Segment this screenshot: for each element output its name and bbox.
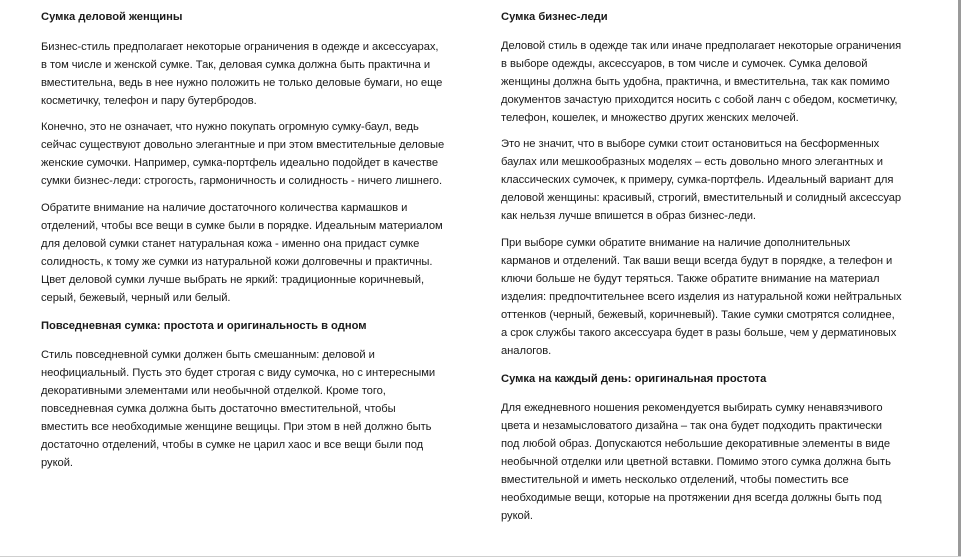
right-paragraph-3 — [501, 234, 901, 360]
text-line: изделия: предпочтительнее всего изделия из натуральной кожи нейтральных — [501, 291, 902, 303]
text-line: ключи больше не будут теряться. Также обратите внимание на материал — [501, 273, 880, 285]
text-line: декоративными элементами или необычной отделкой. Кроме того, — [41, 385, 386, 397]
text-line: баулах или мешкообразных моделях – есть довольно много элегантных и — [501, 156, 883, 168]
text-line: Обратите внимание на наличие достаточного количества кармашков и — [41, 202, 408, 214]
left-paragraph-1 — [41, 38, 442, 110]
text-line: карманов и отделений. Так ваши вещи всегда будут в порядке, а телефон и — [501, 255, 893, 267]
text-line: телефон, кошелек, и множество других женских мелочей. — [501, 112, 799, 124]
text-line: сейчас существуют довольно элегантные и при этом вместительные деловые — [41, 139, 445, 151]
left-paragraph-2 — [41, 118, 444, 190]
text-line: как нельзя лучше впишется в образ бизнес-леди. — [501, 210, 756, 222]
text-line: При выборе сумки обратите внимание на наличие дополнительных — [501, 237, 851, 249]
text-line: отделений, чтобы все вещи в сумке были в порядке. Идеальным материалом — [41, 220, 443, 232]
text-line: вместить все необходимые женщине вещицы. При этом в ней должно быть — [41, 421, 432, 433]
text-line: документов зачастую приходится носить с собой ланч с обедом, косметичку, — [501, 94, 898, 106]
right-heading-1: Сумка бизнес-леди — [501, 11, 608, 23]
text-line: для деловой сумки станет натуральная кожа - именно она придаст сумке — [41, 238, 420, 250]
text-line: Стиль повседневной сумки должен быть смешанным: деловой и — [41, 349, 375, 361]
right-heading-2: Сумка на каждый день: оригинальная простота — [501, 373, 767, 385]
text-line: оттенков (черный, бежевый, коричневый). Такие сумки смотрятся солиднее, — [501, 309, 895, 321]
text-line: Для ежедневного ношения рекомендуется выбирать сумку ненавязчивого — [501, 402, 883, 414]
text-line: рукой. — [41, 457, 73, 469]
text-line: серый, бежевый, черный или белый. — [41, 292, 231, 304]
text-line: вместительной и иметь несколько отделений, чтобы поместить все — [501, 474, 849, 486]
right-paragraph-4 — [501, 399, 891, 525]
text-line: повседневная сумка должна быть достаточно вместительной, чтобы — [41, 403, 396, 415]
text-line: под любой образ. Допускаются небольшие декоративные элементы в виде — [501, 438, 891, 450]
left-heading-2: Повседневная сумка: простота и оригинальность в одном — [41, 320, 367, 332]
text-line: вместительна, ведь в нее нужно положить не только деловые бумаги, но еще — [41, 77, 443, 89]
text-line: сумки бизнес-леди: строгость, гармоничность и солидность - ничего лишнего. — [41, 175, 442, 187]
text-line: достаточно отделений, чтобы в сумке не царил хаос и все вещи были под — [41, 439, 424, 451]
text-line: в том числе и женской сумке. Так, деловая сумка должна быть практична и — [41, 59, 431, 71]
text-line: деловой женщины: красивый, строгий, вместительный и солидный аксессуар — [501, 192, 902, 204]
right-paragraph-2 — [501, 135, 901, 225]
text-line: в выборе одежды, аксессуаров, в том числе и сумочек. Сумка деловой — [501, 58, 868, 70]
text-line: неофициальный. Пусть это будет строгая с виду сумочка, но с интересными — [41, 367, 436, 379]
text-line: Конечно, это не означает, что нужно покупать огромную сумку-баул, ведь — [41, 121, 419, 133]
text-line: Цвет деловой сумки лучше выбрать не яркий: традиционные коричневый, — [41, 274, 425, 286]
left-heading-1: Сумка деловой женщины — [41, 11, 183, 23]
left-paragraph-4 — [41, 346, 435, 472]
text-line: женские сумочки. Например, сумка-портфель идеально подойдет в качестве — [41, 157, 438, 169]
text-line: солидность, к тому же сумки из натуральной кожи долговечны и практичны. — [41, 256, 433, 268]
text-line: рукой. — [501, 510, 533, 522]
text-line: аналогов. — [501, 345, 552, 357]
text-line: женщины должна быть удобна, практична, и вместительна, так как помимо — [501, 76, 890, 88]
text-line: Бизнес-стиль предполагает некоторые ограничения в одежде и аксессуарах, — [41, 41, 439, 53]
text-line: необычной отделки или цветной вставки. Помимо этого сумка должна быть — [501, 456, 891, 468]
text-line: необходимые вещи, которые на протяжении дня всегда должны быть под — [501, 492, 882, 504]
text-line: цвета и незамысловатого дизайна – так она будет подходить практически — [501, 420, 882, 432]
text-line: а срок службы такого аксессуара будет в разы больше, чем у дерматиновых — [501, 327, 897, 339]
left-paragraph-3 — [41, 199, 443, 307]
text-line: косметичку, телефон и пару бутербродов. — [41, 95, 257, 107]
text-line: Деловой стиль в одежде так или иначе предполагает некоторые ограничения — [501, 40, 902, 52]
text-line: классических сумочек, к примеру, сумка-портфель. Идеальный вариант для — [501, 174, 894, 186]
right-paragraph-1 — [501, 37, 901, 127]
text-line: Это не значит, что в выборе сумки стоит остановиться на бесформенных — [501, 138, 880, 150]
